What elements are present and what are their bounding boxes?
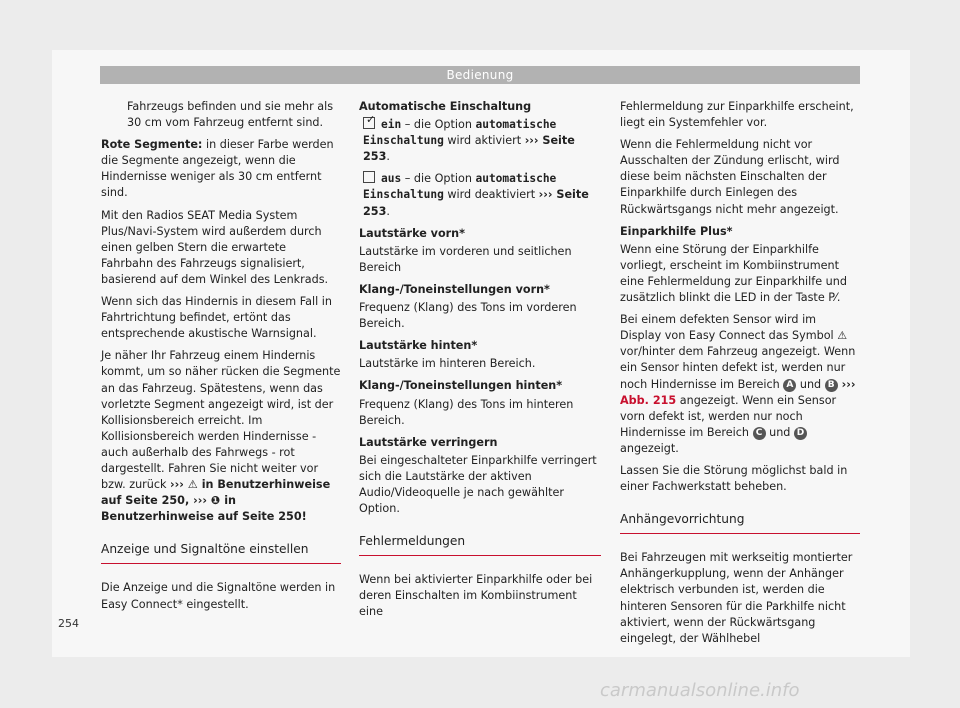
area-c-badge: C [753, 427, 766, 440]
paragraph: Frequenz (Klang) des Tons im vorderen Bereich. [359, 301, 577, 331]
option-ein [359, 113, 601, 165]
option-text: wird deaktiviert [443, 188, 539, 202]
subheading: Einparkhilfe Plus* [620, 224, 733, 238]
option-text: – die Option [401, 172, 476, 186]
paragraph: Fehlermeldung zur Einparkhilfe erscheint, liegt ein Systemfehler vor. [620, 100, 854, 130]
section-heading: Anhängevorrichtung [620, 511, 860, 534]
paragraph-collision [101, 348, 341, 525]
option-aus [359, 171, 601, 219]
paragraph-text: und [765, 425, 794, 439]
paragraph: Wenn die Fehlermeldung nicht vor Ausschalten der Zündung erlischt, wird diese beim nächsten Einschalten der Einparkhilfe durch Einlegen des Rückwärtsgangs nicht mehr angezeigt. [620, 138, 840, 216]
paragraph: Bei Fahrzeugen mit werkseitig montierter Anhängerkupplung, wenn der Anhänger elektrisch verbunden ist, werden die hinteren Sensoren für die Parkhilfe nicht aktiviert, wenn der Rückwärtsgang eingelegt, der Wählhebel [620, 551, 853, 645]
page-link[interactable]: ››› Seite 253 [363, 134, 575, 164]
paragraph: Frequenz (Klang) des Tons im hinteren Bereich. [359, 397, 574, 427]
definition-rote-segmente [101, 137, 341, 201]
option-name: automatische Einschaltung [363, 172, 557, 202]
punctuation: . [386, 150, 390, 164]
option-text: – die Option [401, 118, 476, 132]
subheading: Klang-/Toneinstellungen hinten* [359, 379, 563, 393]
paragraph: Wenn eine Störung der Einparkhilfe vorliegt, erscheint im Kombiinstrument eine Fehlermeldung zur Einparkhilfe und zusätzlich blinkt die LED in der Taste P⁄. [620, 242, 847, 305]
intro-continuation: Fahrzeugs befinden und sie mehr als 30 cm vom Fahrzeug entfernt sind. [127, 100, 334, 130]
paragraph: Mit den Radios SEAT Media System Plus/Navi-System wird außerdem durch einen gelben Stern die erwartete Fahrbahn des Fahrzeugs signalisiert, basierend auf dem Winkel des Lenkrads. [101, 208, 329, 286]
paragraph-text: Bei einem defekten Sensor wird im Display von Easy Connect das Symbol [620, 313, 838, 343]
page-number: 254 [58, 617, 79, 630]
watermark: carmanualsonline.info [600, 680, 800, 701]
paragraph-text: angezeigt. [620, 441, 679, 455]
paragraph: Wenn sich das Hindernis in diesem Fall in Fahrtrichtung befindet, ertönt das entsprechende akustische Warnsignal. [101, 295, 332, 341]
unchecked-checkbox-icon [363, 171, 375, 183]
option-name: automatische Einschaltung [363, 118, 557, 148]
column-1 [101, 99, 341, 619]
paragraph: Wenn bei aktivierter Einparkhilfe oder bei deren Einschalten im Kombiinstrument eine [359, 573, 593, 619]
notice-link[interactable]: ››› ❶ in Benutzerhinweise auf Seite 250 [101, 494, 302, 524]
page-link[interactable]: ››› Seite 253 [363, 188, 589, 218]
punctuation: . [386, 204, 390, 218]
separator: , [184, 494, 194, 508]
paragraph: Lautstärke im hinteren Bereich. [359, 357, 536, 371]
figure-link[interactable]: Abb. 215 [620, 393, 677, 407]
option-label: aus [381, 172, 402, 186]
paragraph-text: vor/hinter dem Fahrzeug angezeigt. Wenn ein Sensor hinten defekt ist, werden nur noch Hindernisse im Bereich [620, 345, 856, 391]
subheading: Lautstärke hinten* [359, 339, 478, 353]
definition-text: in dieser Farbe werden die Segmente angezeigt, wenn die Hindernisse weniger als 30 cm entfernt sind. [101, 138, 334, 200]
subheading: Klang-/Toneinstellungen vorn* [359, 282, 550, 296]
column-3 [620, 99, 860, 653]
section-heading: Anzeige und Signaltöne einstellen [101, 541, 341, 564]
punctuation: ! [301, 510, 307, 524]
area-d-badge: D [794, 427, 807, 440]
checked-checkbox-icon [363, 113, 376, 129]
page-header: Bedienung [100, 66, 860, 84]
subheading: Lautstärke verringern [359, 435, 498, 449]
subheading: Automatische Einschaltung [359, 100, 532, 113]
paragraph-text: und [796, 377, 825, 391]
paragraph-text: Je näher Ihr Fahrzeug einem Hindernis kommt, um so näher rücken die Segmente an das Fahrzeug. Spätestens, wenn das vorletzte Segment angezeigt wird, ist der Kollisionsbereich erreicht. Im Kollisionsbereich werden Hindernisse - auch außerhalb des Fahrwegs - rot dargestellt. Fahren Sie nicht weiter vor bzw. zurück [101, 349, 341, 492]
warning-link[interactable]: ››› ⚠ in Benutzerhinweise auf Seite 250 [101, 478, 331, 508]
paragraph: Bei eingeschalteter Einparkhilfe verringert sich die Lautstärke der aktiven Audio/Videoquelle je nach gewählter Option. [359, 453, 597, 516]
section-heading: Fehlermeldungen [359, 533, 601, 556]
paragraph-text: angezeigt. Wenn ein Sensor vorn defekt ist, werden nur noch Hindernisse im Bereich [620, 393, 837, 439]
reference-arrows: ››› [837, 377, 856, 391]
option-text: wird aktiviert [443, 134, 525, 148]
term-rote-segmente: Rote Segmente: [101, 138, 203, 152]
area-b-badge: B [825, 379, 838, 392]
checkmark-icon: ✓ [366, 113, 376, 127]
subheading: Lautstärke vorn* [359, 226, 465, 240]
paragraph: Lautstärke im vorderen und seitlichen Bereich [359, 244, 572, 274]
column-2 [359, 99, 601, 627]
option-label: ein [381, 118, 402, 132]
paragraph: Lassen Sie die Störung möglichst bald in einer Fachwerkstatt beheben. [620, 463, 848, 494]
warning-icon: ⚠ [837, 329, 848, 343]
paragraph: Die Anzeige und die Signaltöne werden in Easy Connect* eingestellt. [101, 581, 336, 611]
paragraph-sensor [620, 312, 860, 457]
area-a-badge: A [783, 379, 796, 392]
